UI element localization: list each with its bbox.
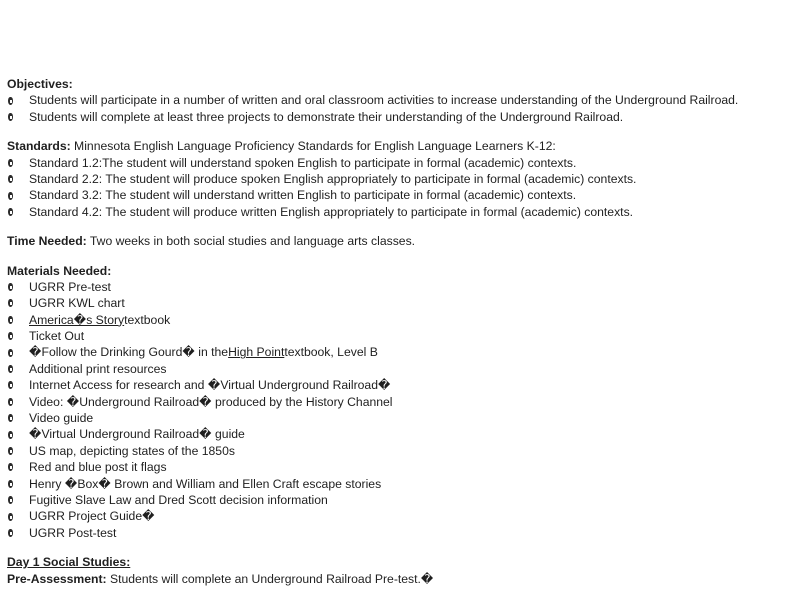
material-text: UGRR Post-test — [29, 525, 117, 540]
material-text: Henry �Box� Brown and William and Ellen Craft escape stories — [29, 476, 382, 491]
list-item — [7, 109, 797, 125]
bullet-icon — [7, 109, 29, 125]
bullet-icon — [7, 155, 29, 171]
time-needed-heading: Time Needed: — [7, 234, 87, 249]
list-item — [7, 361, 797, 377]
standards-heading: Standards: — [7, 139, 71, 154]
list-item — [7, 459, 797, 475]
standard-text: Standard 4.2: The student will produce written English appropriately to participate in formal (academic) contexts. — [29, 204, 634, 219]
material-text: Video guide — [29, 411, 94, 426]
document-body — [7, 76, 797, 587]
bullet-icon — [7, 93, 29, 109]
bullet-icon — [7, 171, 29, 187]
material-text: Video: �Underground Railroad� produced by the History Channel — [29, 394, 393, 409]
list-item — [7, 394, 797, 410]
bullet-icon — [7, 509, 29, 525]
time-needed-text: Two weeks in both social studies and language arts classes. — [86, 234, 416, 249]
material-text-pre: �Follow the Drinking Gourd� in the — [29, 345, 229, 360]
list-item — [7, 295, 797, 311]
material-text: Additional print resources — [29, 361, 167, 376]
bullet-icon — [7, 377, 29, 393]
material-text: UGRR Pre-test — [29, 279, 111, 294]
spacer — [7, 125, 797, 138]
objective-text: Students will participate in a number of written and oral classroom activities to increase understanding of the Underground Railroad. — [29, 93, 739, 108]
material-text: Fugitive Slave Law and Dred Scott decision information — [29, 492, 328, 507]
bullet-icon — [7, 345, 29, 361]
spacer — [7, 541, 797, 554]
book-title: High Point — [228, 345, 285, 360]
material-text: textbook, Level B — [284, 345, 378, 360]
day1-heading: Day 1 Social Studies: — [7, 555, 131, 570]
bullet-icon — [7, 443, 29, 459]
list-item — [7, 443, 797, 459]
standards-line — [7, 138, 797, 154]
list-item — [7, 410, 797, 426]
material-text: Red and blue post it flags — [29, 460, 167, 475]
standard-text: Standard 1.2:The student will understand spoken English to participate in formal (academic) contexts. — [29, 155, 577, 170]
list-item — [7, 171, 797, 187]
time-needed-line — [7, 233, 797, 249]
material-text: Internet Access for research and �Virtual Underground Railroad� — [29, 378, 391, 393]
bullet-icon — [7, 492, 29, 508]
book-title: America�s Story — [29, 312, 125, 327]
bullet-icon — [7, 525, 29, 541]
list-item — [7, 344, 797, 360]
bullet-icon — [7, 295, 29, 311]
list-item — [7, 525, 797, 541]
standards-intro: Minnesota English Language Proficiency Standards for English Language Learners K-12: — [70, 139, 556, 154]
material-text: �Virtual Underground Railroad� guide — [29, 427, 245, 442]
pre-assessment-label: Pre-Assessment: — [7, 571, 107, 586]
bullet-icon — [7, 427, 29, 443]
bullet-icon — [7, 279, 29, 295]
list-item — [7, 426, 797, 442]
list-item — [7, 492, 797, 508]
list-item — [7, 155, 797, 171]
bullet-icon — [7, 312, 29, 328]
list-item — [7, 508, 797, 524]
bullet-icon — [7, 459, 29, 475]
bullet-icon — [7, 188, 29, 204]
objective-text: Students will complete at least three projects to demonstrate their understanding of the Underground Railroad. — [29, 109, 624, 124]
pre-assessment-text: Students will complete an Underground Railroad Pre-test.� — [106, 571, 434, 586]
standard-text: Standard 2.2: The student will produce spoken English appropriately to participate in formal (academic) contexts. — [29, 171, 637, 186]
material-text: UGRR Project Guide� — [29, 509, 155, 524]
pre-assessment-line — [7, 571, 797, 587]
bullet-icon — [7, 328, 29, 344]
materials-heading: Materials Needed: — [7, 263, 112, 278]
bullet-icon — [7, 361, 29, 377]
list-item — [7, 377, 797, 393]
bullet-icon — [7, 410, 29, 426]
list-item — [7, 187, 797, 203]
list-item — [7, 92, 797, 108]
bullet-icon — [7, 394, 29, 410]
list-item — [7, 476, 797, 492]
material-text: Ticket Out — [29, 329, 85, 344]
material-text: UGRR KWL chart — [29, 296, 125, 311]
list-item — [7, 312, 797, 328]
list-item — [7, 204, 797, 220]
list-item — [7, 279, 797, 295]
spacer — [7, 220, 797, 233]
objectives-heading: Objectives: — [7, 77, 73, 91]
list-item — [7, 328, 797, 344]
spacer — [7, 250, 797, 263]
standard-text: Standard 3.2: The student will understand written English to participate in formal (academic) contexts. — [29, 188, 577, 203]
material-text: textbook — [124, 312, 171, 327]
bullet-icon — [7, 204, 29, 220]
bullet-icon — [7, 476, 29, 492]
material-text: US map, depicting states of the 1850s — [29, 443, 235, 458]
